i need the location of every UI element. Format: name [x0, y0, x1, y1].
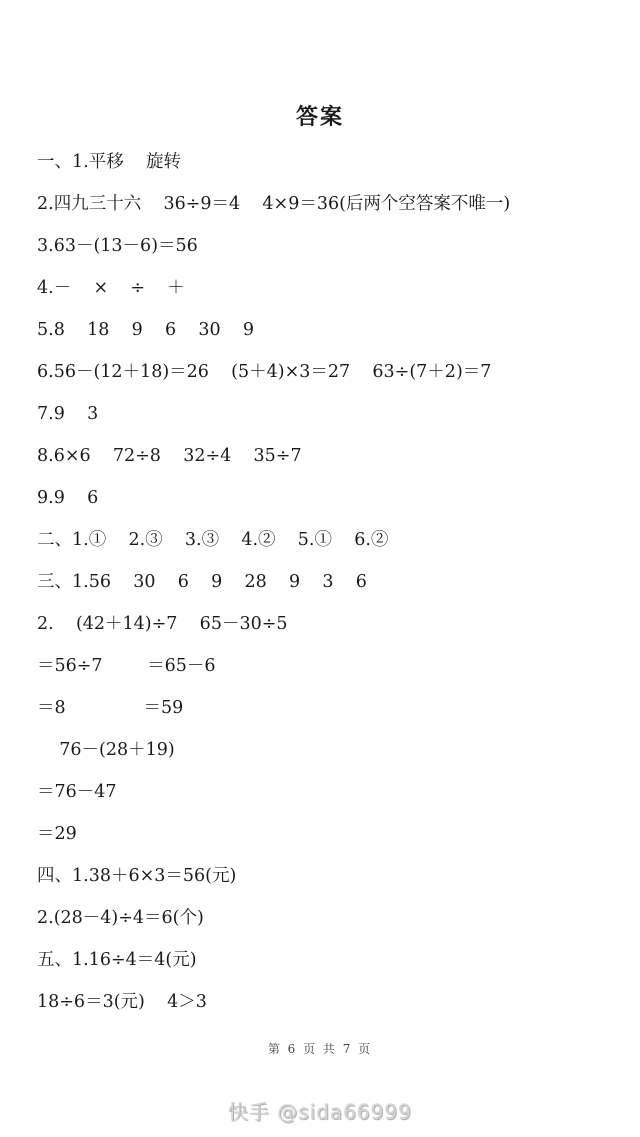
- answer-line: 3.63－(13－6)＝56: [37, 236, 198, 256]
- answer-line: ＝29: [37, 824, 77, 844]
- answer-line: 4.－ × ÷ ＋: [37, 278, 185, 298]
- answer-line: ＝8 ＝59: [37, 698, 184, 718]
- answer-list: [37, 145, 627, 1027]
- page-number-footer: 第 6 页 共 7 页: [267, 1042, 373, 1056]
- answer-line: 一、1.平移 旋转: [37, 152, 181, 172]
- answer-line: 三、1.56 30 6 9 28 9 3 6: [37, 572, 367, 592]
- answer-line: 7.9 3: [37, 404, 99, 424]
- answer-line: 2.四九三十六 36÷9＝4 4×9＝36(后两个空答案不唯一): [37, 194, 511, 214]
- answer-line: 5.8 18 9 6 30 9: [37, 320, 255, 340]
- page-title: 答案: [295, 105, 344, 130]
- answer-line: 五、1.16÷4＝4(元): [37, 950, 197, 970]
- answer-line: 2. (42＋14)÷7 65－30÷5: [37, 614, 288, 634]
- answer-line: 四、1.38＋6×3＝56(元): [37, 866, 237, 886]
- answer-line: 18÷6＝3(元) 4＞3: [37, 992, 207, 1012]
- answer-line: 2.(28－4)÷4＝6(个): [37, 908, 204, 928]
- answer-line: 二、1.① 2.③ 3.③ 4.② 5.① 6.②: [37, 530, 389, 550]
- answer-line: 76－(28＋19): [37, 740, 175, 760]
- answer-line: ＝56÷7 ＝65－6: [37, 656, 216, 676]
- answer-line: ＝76－47: [37, 782, 117, 802]
- answer-line: 6.56－(12＋18)＝26 (5＋4)×3＝27 63÷(7＋2)＝7: [37, 362, 492, 382]
- answer-line: 8.6×6 72÷8 32÷4 35÷7: [37, 446, 302, 466]
- answer-line: 9.9 6: [37, 488, 99, 508]
- watermark: 快手 @sida66999: [228, 1100, 412, 1124]
